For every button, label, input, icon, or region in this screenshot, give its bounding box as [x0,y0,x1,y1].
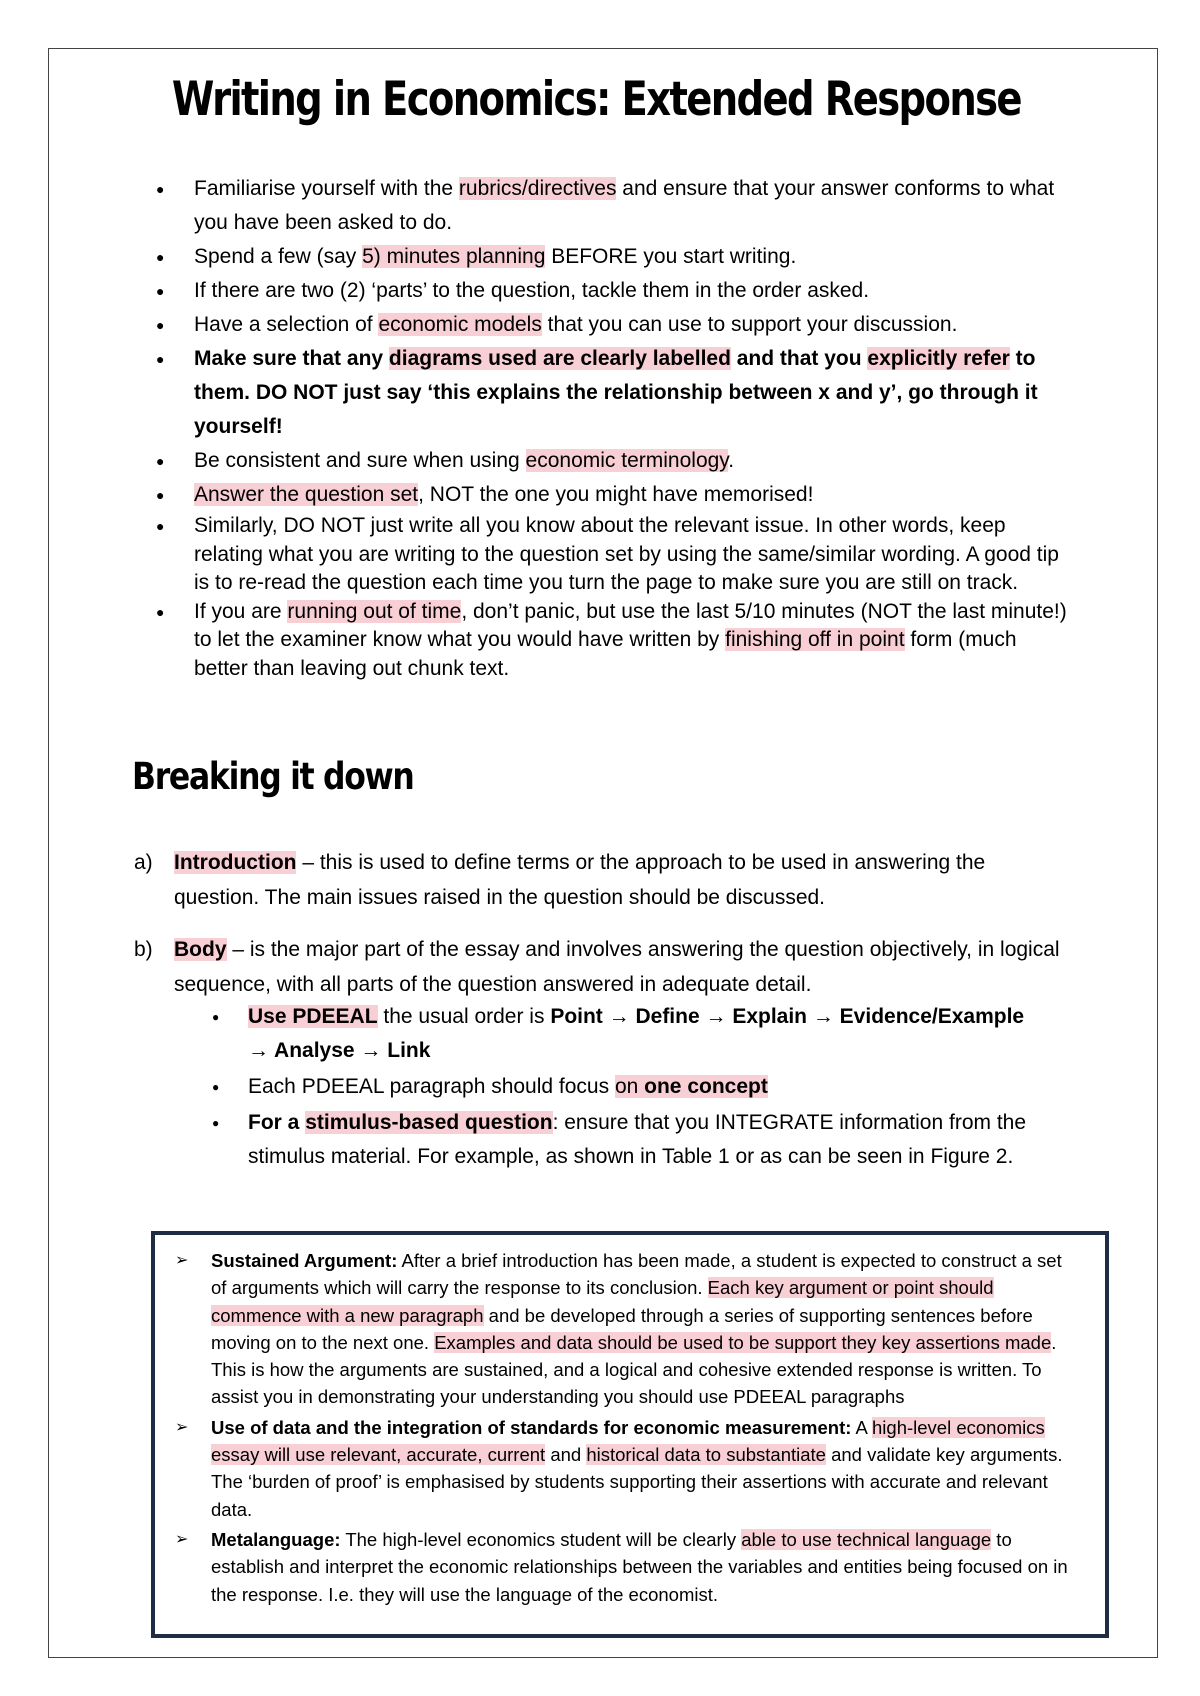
highlighted-text: 5) minutes planning [362,245,546,268]
text-run: Each PDEEAL paragraph should focus [248,1075,615,1098]
text-run: Sustained Argument: [211,1250,398,1271]
highlighted-text: diagrams used are clearly labelled [388,347,731,370]
body-sub-point [212,1070,1032,1104]
text-run: Have a selection of [194,313,379,336]
text-run: – is the major part of the essay and involves answering the question objectively, in logical sequence, with all parts of the question answered in adequate detail. [174,938,1060,996]
text-run: form (much better than leaving out chunk text. [194,628,1017,680]
highlighted-text: running out of time [287,599,462,623]
callout-box [151,1231,1109,1638]
intro-text [174,845,1074,915]
tip-item [156,240,1076,274]
text-run: and ensure that your answer conforms to what you have been asked to do. [194,177,1055,234]
highlighted-text: able to use technical language [741,1528,992,1550]
highlighted-text: rubrics/directives [458,177,617,200]
text-run: that you can use to support your discussion. [541,313,958,336]
body-sub-points [212,1000,1032,1176]
callout-item [175,1526,1075,1608]
tip-item [156,512,1076,598]
text-run: Use of data and the integration of standards for economic measurement: [211,1416,852,1438]
text-run: , don’t panic, but use the last 5/10 minutes (NOT the last minute!) to let the examiner know what you would have written by [194,599,1067,651]
highlighted-text: economic terminology [525,449,729,472]
text-run: – this is used to define terms or the approach to be used in answering the question. The main issues raised in the question should be discussed. [174,851,986,909]
intro-item [134,845,1074,915]
body-marker: b) [134,938,153,961]
text-run: . This is how the arguments are sustained, and a logical and cohesive extended response is written. To assist you in demonstrating your understanding you should use PDEEAL paragraphs [211,1331,1057,1408]
tip-item [156,342,1076,444]
body-sub-point [212,1000,1032,1068]
text-run: Spend a few (say [194,245,363,268]
text-run: to establish and interpret the economic relationships between the variables and entities being focused on in the response. I.e. they will use the language of the economist. [211,1528,1068,1605]
highlighted-text: finishing off in point [725,628,905,651]
arrow-bullet-icon: ➢ [175,1530,189,1548]
text-run: After a brief introduction has been made, a student is expected to construct a set of arguments which will carry the response to its conclusion. [211,1250,1062,1299]
highlighted-text: Answer the question set [194,483,419,506]
callout-item [175,1414,1075,1523]
text-run: The high-level economics student will be clearly [340,1528,742,1550]
callout-item [175,1247,1075,1411]
text-run: Point → Define → Explain → Evidence/Example → Analyse → Link [248,1005,1025,1062]
highlighted-text: Introduction [174,851,297,874]
body-item [134,932,1074,1002]
page-title: Writing in Economics: Extended Response [171,72,1021,127]
highlighted-text: Examples and data should be used to be support they key assertions made [434,1331,1052,1353]
text-run: to them. DO NOT just say ‘this explains the relationship between x and y’, go through it yourself! [194,347,1038,438]
highlighted-text: stimulus-based question [305,1111,553,1134]
text-run: Metalanguage: [211,1528,341,1550]
highlighted-text: Each key argument or point should commence with a new paragraph [211,1277,994,1326]
text-run: and [545,1444,587,1466]
intro-marker: a) [134,851,153,874]
arrow-bullet-icon: ➢ [175,1252,189,1269]
highlighted-text: historical data to substantiate [586,1444,826,1466]
text-run: BEFORE you start writing. [545,245,797,268]
section-heading: Breaking it down [132,755,414,798]
text-run: Familiarise yourself with the [194,177,459,200]
text-run: , NOT the one you might have memorised! [418,483,814,506]
text-run: and be developed through a series of supporting sentences before moving on to the next one. [211,1304,1033,1353]
text-run: the usual order is [377,1005,551,1028]
text-run: Similarly, DO NOT just write all you know about the relevant issue. In other words, keep relating what you are writing to the question set by using the same/similar wording. A good tip is to re-read the question each time you turn the page to make sure you are still on track. [194,514,1059,594]
highlighted-text: on [614,1075,645,1098]
tips-list [156,172,1076,683]
tip-item [156,444,1076,478]
body-text [174,932,1074,1002]
text-run: A [851,1416,872,1438]
text-run: For a [248,1111,306,1134]
tip-item [156,308,1076,342]
text-run: Be consistent and sure when using [194,449,526,472]
highlighted-text: Body [174,938,227,961]
body-sub-point [212,1106,1032,1174]
highlighted-text: economic models [378,313,542,336]
callout-list [155,1235,1105,1608]
text-run: If there are two (2) ‘parts’ to the question, tackle them in the order asked. [194,279,870,302]
text-run: If you are [194,599,288,623]
highlighted-text: high-level economics essay will use relevant, accurate, current [211,1416,1045,1466]
text-run: Make sure that any [194,347,389,370]
highlighted-text: explicitly refer [867,347,1010,370]
text-run: and validate key arguments. The ‘burden of proof’ is emphasised by students supporting their assertions with accurate and relevant data. [211,1444,1063,1520]
text-run: : ensure that you INTEGRATE information from the stimulus material. For example, as shown in Table 1 or as can be seen in Figure 2. [248,1111,1027,1168]
text-run: . [728,449,735,472]
arrow-bullet-icon: ➢ [175,1418,189,1436]
tip-item [156,478,1076,512]
highlighted-text: one concept [644,1075,768,1098]
tip-item [156,274,1076,308]
tip-item [156,598,1076,684]
tip-item [156,172,1076,240]
highlighted-text: Use PDEEAL [248,1005,378,1028]
text-run: and that you [730,347,868,370]
